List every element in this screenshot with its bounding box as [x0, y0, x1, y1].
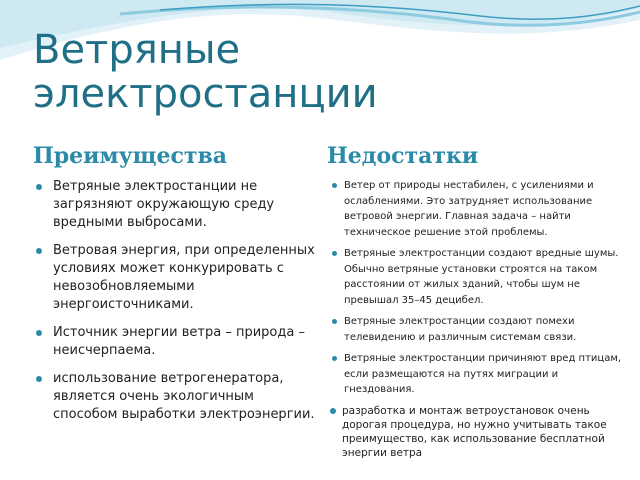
slide-title: Ветряные электростанции	[33, 27, 378, 117]
bullet-icon	[36, 248, 42, 254]
disadvantages-list	[332, 178, 628, 466]
list-item	[33, 370, 318, 424]
bullet-icon	[36, 184, 42, 190]
bullet-icon	[330, 408, 336, 414]
list-item-text: Источник энергии ветра – природа – неисчерпаема.	[53, 325, 305, 358]
list-item-text: Ветровая энергия, при определенных условиях может конкурировать с невозобновляемыми энергоисточниками.	[53, 243, 315, 312]
list-item	[332, 314, 628, 345]
disadvantages-heading: Недостатки	[327, 143, 479, 169]
list-item-text: Ветряные электростанции причиняют вред птицам, если размещаются на путях миграции и гнездования.	[344, 353, 622, 395]
bullet-icon	[332, 319, 337, 324]
list-item	[332, 246, 628, 308]
list-item	[332, 178, 628, 240]
bullet-icon	[332, 356, 337, 361]
list-item-text: Ветряные электростанции создают вредные шумы. Обычно ветряные установки строятся на таком расстоянии от жилых зданий, чтобы шум не превышал 35–45 децибел.	[344, 248, 619, 306]
list-item	[332, 351, 628, 398]
list-item	[33, 324, 318, 360]
list-item-text: разработка и монтаж ветроустановок очень дорогая процедура, но нужно учитывать такое преимущество, как использование бесплатной энергии ветра	[342, 404, 607, 459]
advantages-list	[33, 178, 318, 434]
advantages-heading: Преимущества	[33, 143, 228, 169]
bullet-icon	[332, 183, 337, 188]
bullet-icon	[36, 376, 42, 382]
list-item-text: Ветряные электростанции не загрязняют окружающую среду вредными выбросами.	[53, 179, 275, 230]
list-item	[33, 178, 318, 232]
bullet-icon	[36, 330, 42, 336]
bullet-icon	[332, 251, 337, 256]
list-item-text: Ветер от природы нестабилен, с усилениями и ослаблениями. Это затрудняет использование ветровой энергии. Главная задача – найти техническое решение этой проблемы.	[344, 180, 594, 238]
list-item	[332, 404, 628, 460]
list-item-text: Ветряные электростанции создают помехи телевидению и различным системам связи.	[344, 316, 577, 343]
list-item	[33, 242, 318, 314]
list-item-text: использование ветрогенератора, является очень экологичным способом выработки электроэнергии.	[53, 371, 315, 422]
